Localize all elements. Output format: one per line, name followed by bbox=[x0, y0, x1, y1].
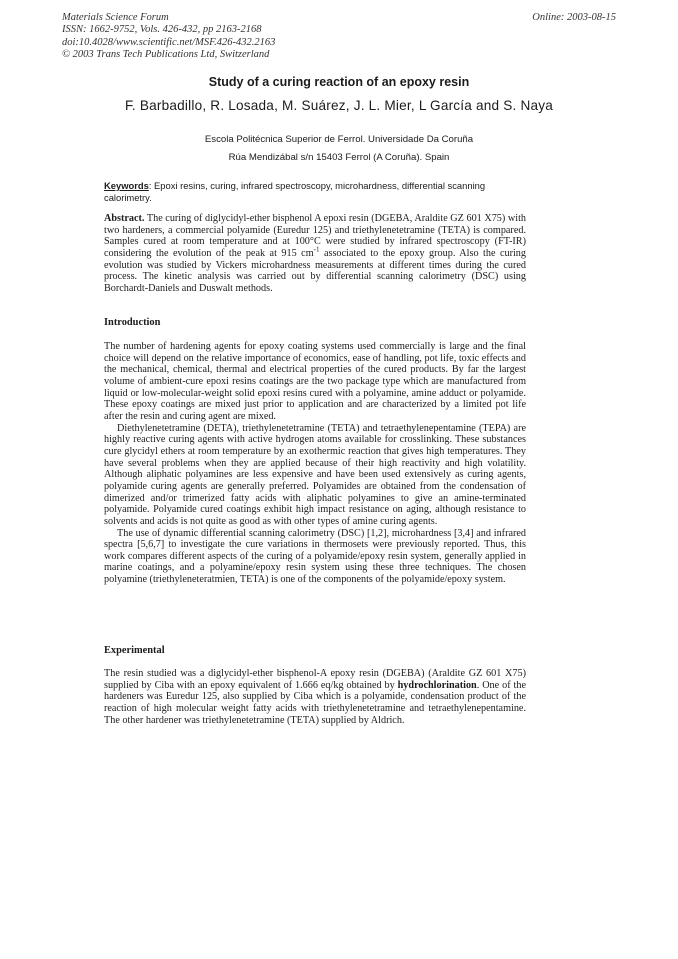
introduction-heading: Introduction bbox=[104, 317, 161, 328]
experimental-text-1: The resin studied was a diglycidyl-ether bisphenol-A epoxy resin (DGEBA) (Araldite GZ 601 X75) supplied by Ciba with an epoxy equivalent of 1.666 eq/kg obtained by bbox=[104, 668, 526, 691]
experimental-body bbox=[104, 668, 526, 726]
abstract bbox=[104, 213, 526, 295]
abstract-text-2: associated to the epoxy group. Also the curing evolution was studied by Vickers microhardness measurements at different times during the cured process. The kinetic analysis was carried out by differential scanning calorimetry (DSC) using Borchardt-Daniels and Duswalt methods. bbox=[104, 247, 526, 294]
issn-line: ISSN: 1662-9752, Vols. 426-432, pp 2163-2168 bbox=[62, 24, 262, 36]
experimental-text-2: . One of the hardeners was Euredur 125, also supplied by Ciba which is a polyamide, condensation product of the reaction of high molecular weight fatty acids with triethylenetetramine and tetraethylenepentamine. The other hardener was triethylenetetramine (TETA) supplied by Aldrich. bbox=[104, 679, 526, 726]
journal-name: Materials Science Forum bbox=[62, 12, 169, 23]
keywords-label: Keywords bbox=[104, 180, 149, 191]
keywords-text: Epoxi resins, curing, infrared spectroscopy, microhardness, differential scanning calorimetry. bbox=[104, 180, 486, 203]
intro-paragraph-3: The use of dynamic differential scanning calorimetry (DSC) [1,2], microhardness [3,4] and infrared spectra [5,6,7] to investigate the cure variations in thermosets were previously reported. Thus, this work compares different aspects of the curing of a polyamide/epoxy resin system, generally applied in marine coatings, and a polyamine/epoxy resin system using these three techniques. The chosen polyamine (triethyleneteratmien, TETA) is one of the components of the polyamide/epoxy system. bbox=[104, 527, 526, 586]
abstract-paragraph bbox=[104, 213, 526, 295]
introduction-body bbox=[104, 341, 526, 586]
experimental-heading: Experimental bbox=[104, 645, 165, 656]
doi-line[interactable]: doi:10.4028/www.scientific.net/MSF.426-432.2163 bbox=[62, 36, 276, 48]
intro-paragraph-2: Diethylenetetramine (DETA), triethylenetetramine (TETA) and tetraethylenepentamine (TEPA) are highly reactive curing agents with active hydrogen atoms available for crosslinking. These substances cure glycidyl ethers at room temperature by an exothermic reaction that gives high temperatures. They have several problems when they are applied because of their high reactivity and high volatility. Although aliphatic polyamines are less expensive and have been used extensively as curing agents, polyamide curing agents are generally preferred. Polyamides are obtained from the condensation of dimerized and/or trimerized fatty acids with aliphatic polyamines to give an amine-terminated polyamide. Polyamide cured coatings exhibit high impact resistance on aging, although resistance to solvents and acids is not quite as good as with other types of amine curing agents. bbox=[104, 422, 526, 527]
intro-paragraph-1: The number of hardening agents for epoxy coating systems used commercially is large and the final choice will depend on the relative importance of economics, ease of handling, pot life, toxic effects and the mechanical, chemical, thermal and electrical properties of the cured products. By far the largest volume of ambient-cure epoxi resins coatings are the two package type which are manufactured from liquid or low-molecular-weight solid epoxi resins cured with a polyamine, amine adduct or polyamide. These epoxy coatings are mixed just prior to application and are characterized by a limited pot life after the resin and curing agent are mixed. bbox=[104, 341, 526, 422]
online-date: Online: 2003-08-15 bbox=[532, 12, 616, 23]
copyright-line: © 2003 Trans Tech Publications Ltd, Switzerland bbox=[62, 48, 270, 60]
abstract-text-1: The curing of diglycidyl-ether bisphenol A epoxi resin (DGEBA, Araldite GZ 601 X75) with two hardeners, a commercial polyamide (Euredur 125) and triethylenetetramine (TETA) is compared. Samples cured at room temperature and at 100°C were studied by infrared spectroscopy (FT-IR) considering the evolution of the peak at 915 cm bbox=[104, 213, 526, 259]
abstract-superscript: -1 bbox=[313, 245, 320, 254]
affiliation bbox=[0, 131, 678, 167]
keywords-colon: : bbox=[148, 180, 152, 191]
keywords-block bbox=[104, 180, 524, 203]
author-list: F. Barbadillo, R. Losada, M. Suárez, J. L. Mier, L García and S. Naya bbox=[124, 98, 554, 113]
paper-title: Study of a curing reaction of an epoxy resin bbox=[208, 75, 470, 89]
journal-header bbox=[62, 12, 616, 61]
experimental-bold-term: hydrochlorination bbox=[397, 679, 477, 691]
experimental-paragraph bbox=[104, 668, 526, 726]
affiliation-line-1: Escola Politécnica Superior de Ferrol. Universidade Da Coruña bbox=[204, 134, 474, 145]
abstract-label: Abstract. bbox=[104, 213, 145, 224]
affiliation-line-2: Rúa Mendizábal s/n 15403 Ferrol (A Coruña). Spain bbox=[228, 152, 450, 163]
